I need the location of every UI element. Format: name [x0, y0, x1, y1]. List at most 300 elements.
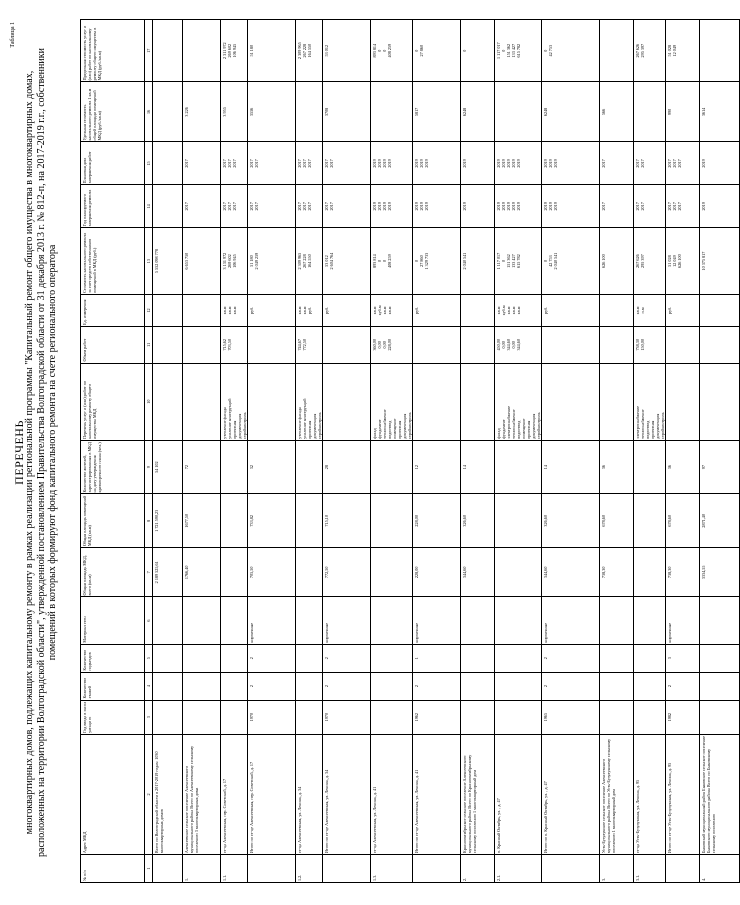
cell-planned-date [600, 142, 634, 185]
cost-line: 6 653 750 [183, 252, 189, 270]
cell-address: Краснооктябрьское сельское поселение Алексеевского муниципального района Всего по Краснооктябрьскому сельскому поселению 1 многоквартирный дом [461, 734, 495, 854]
cell-works-list [634, 363, 666, 440]
planned-year-line: 2019 [371, 202, 377, 211]
work-volume-line: 344,60 [505, 339, 511, 351]
cell-year-built [700, 700, 740, 734]
table-row [413, 20, 461, 883]
planned-date-line: 2017 [306, 159, 312, 168]
planned-year-line: 2017 [301, 202, 307, 211]
planned-year-line: 2017 [306, 202, 312, 211]
works-list-line: усиление конструкций [301, 398, 307, 439]
planned-year-line: 2017 [226, 202, 232, 211]
cost-line: 893 814 [371, 254, 377, 268]
cell-unit-cost: 990 [666, 82, 700, 142]
cell-entrances: 3 [666, 644, 700, 672]
cell-unit [600, 294, 634, 326]
cell-premises-area [634, 494, 666, 548]
document-title: ПЕРЕЧЕНЬ [12, 420, 26, 485]
col-number: 5 [145, 644, 153, 672]
unit-line: кв.м [301, 306, 307, 315]
planned-year-line: 2019 [418, 202, 424, 211]
cell-works-list [323, 363, 371, 440]
cell-total-area: 738,30 [600, 548, 634, 597]
max-cost-line: 0 [461, 49, 467, 52]
unit-line: кв.м [381, 306, 387, 315]
unit-line: руб. [666, 306, 672, 315]
col-number: 3 [145, 700, 153, 734]
cell-work-volume [634, 327, 666, 363]
unit-line: кв.м [231, 306, 237, 315]
cell-floors: 2 [248, 672, 296, 700]
cell-planned-year [221, 185, 248, 228]
cost-line: 1 117 017 [495, 252, 501, 270]
cell-unit-cost: 3708 [323, 82, 371, 142]
cell-total-area: 772,50 [323, 548, 371, 597]
cell-unit-cost: 3556 [248, 82, 296, 142]
col-header-address: Адрес МКД [81, 734, 145, 854]
cell-premises-area [221, 494, 248, 548]
unit-line: кв.м [634, 306, 640, 315]
col-header-wall-material: Материал стен [81, 597, 145, 644]
cell-row-number [248, 855, 296, 883]
table-row [296, 20, 323, 883]
planned-date-line: 2017 [221, 159, 227, 168]
works-list-line: утепление фасада [221, 407, 227, 439]
table-row [221, 20, 248, 883]
planned-date-line: 2017 [666, 159, 672, 168]
cell-work-volume [666, 327, 700, 363]
max-cost-line: 408 259 [386, 43, 392, 58]
cost-line: 267 228 [301, 254, 307, 268]
unit-line: кв.м [505, 306, 511, 315]
planned-year-line: 2017 [253, 202, 259, 211]
cell-row-number: 2. [461, 855, 495, 883]
cell-premises-area [371, 494, 413, 548]
cell-wall-material [495, 597, 542, 644]
col-header-unit-cost: Удельная стоимость капитального ремонта 1 кв.м общей площади помещений МКД (руб./кв.м) [81, 82, 145, 142]
cost-line: 164 550 [306, 254, 312, 268]
cell-planned-year [666, 185, 700, 228]
works-list-line: помещение [520, 418, 526, 439]
cell-row-number [666, 855, 700, 883]
work-volume-line: 360,00 [371, 339, 377, 351]
cell-cost [495, 228, 542, 295]
planned-year-line: 2017 [231, 202, 237, 211]
planned-date-line: 2019 [418, 159, 424, 168]
cell-unit-cost: 5817 [413, 82, 461, 142]
cell-unit-cost [371, 82, 413, 142]
col-header-volume: Объем работ [81, 327, 145, 363]
work-volume-line: 744,67 [296, 339, 302, 351]
col-header-planned-date: Плановая дата завершения работ [81, 142, 145, 185]
col-header-cost: Стоимость капитального ремонта за счет средств собственников помещений в МКД (руб.) [81, 228, 145, 295]
cell-works-list [248, 363, 296, 440]
cell-total-area: 344,60 [542, 548, 600, 597]
cell-works-list [542, 363, 600, 440]
cost-line: 12 049 [671, 255, 677, 267]
table-row [371, 20, 413, 883]
cell-works-list [221, 363, 248, 440]
works-list-line: проектная [396, 420, 402, 439]
cost-line: 2 040 541 [552, 252, 558, 270]
planned-date-line: 2019 [386, 159, 392, 168]
cell-address: Итого по ст-це Алексеевская, пер. Советский, д. 17 [248, 734, 296, 854]
cell-planned-year [461, 185, 495, 228]
cell-address: ст-ца Усть-Бузулукская, ул. Ленина, д. 95 [634, 734, 666, 854]
planned-year-line: 2017 [248, 202, 254, 211]
planned-year-line: 2019 [381, 202, 387, 211]
register-table [80, 19, 716, 883]
cell-address: Итого по ст-це Алексеевская, ул. Ленина, д. 41 [413, 734, 461, 854]
col-number: 12 [145, 294, 153, 326]
cell-premises-area: 2871,40 [700, 494, 740, 548]
works-list-line: водоотвод [515, 420, 521, 439]
cell-wall-material [221, 597, 248, 644]
works-list-line: документация [311, 413, 317, 439]
cell-work-volume [323, 327, 371, 363]
planned-date-line: 2017 [600, 159, 606, 168]
cost-line: 53 012 [323, 255, 329, 267]
cell-max-cost [542, 20, 600, 82]
works-list-line: теплоснабжение [639, 409, 645, 439]
cell-year-built: 1965 [542, 700, 600, 734]
table-row [323, 20, 371, 883]
col-number: 13 [145, 228, 153, 295]
cell-max-cost [296, 20, 323, 82]
cost-line: 0 [413, 260, 419, 263]
max-cost-line: 42 753 [547, 44, 553, 57]
planned-year-line: 2019 [386, 202, 392, 211]
unit-line: кв.м [515, 306, 521, 315]
col-header-total-area: Общая площадь МКД, всего (кв.м) [81, 548, 145, 597]
cell-works-list [153, 363, 183, 440]
cost-line: 2 049 259 [253, 252, 259, 270]
table-row [542, 20, 600, 883]
cell-unit [634, 294, 666, 326]
unit-line: кв.м [386, 306, 392, 315]
planned-date-line: 2019 [500, 159, 506, 168]
cell-planned-year [153, 185, 183, 228]
cell-works-list [600, 363, 634, 440]
cell-entrances: 2 [542, 644, 600, 672]
work-volume-line: 228,00 [386, 339, 392, 351]
col-header-unit: Ед. измерения [81, 294, 145, 326]
work-volume-line: 772,50 [301, 339, 307, 351]
cell-year-built [183, 700, 221, 734]
cell-unit [296, 294, 323, 326]
planned-year-line: 2019 [500, 202, 506, 211]
cell-wall-material [700, 597, 740, 644]
works-list-line: теплоснабжение [381, 409, 387, 439]
header-row [81, 20, 145, 883]
cell-address: ст-ца Алексеевская, ул. Ленина, д. 41 [371, 734, 413, 854]
cell-work-volume [371, 327, 413, 363]
planned-year-line: 2019 [515, 202, 521, 211]
cell-wall-material [296, 597, 323, 644]
cell-residents [221, 440, 248, 494]
cell-row-number: 4. [700, 855, 740, 883]
max-cost-line: 295 397 [639, 43, 645, 58]
cell-works-list [296, 363, 323, 440]
cell-cost [413, 228, 461, 295]
col-number: 1 [145, 855, 153, 883]
col-number: 15 [145, 142, 153, 185]
col-header-planned-year: Год планируемого завершения ремонта [81, 185, 145, 228]
cell-residents: 36 [666, 440, 700, 494]
col-header-floors: Количество этажей [81, 672, 145, 700]
works-list-line: усиление конструкций [226, 398, 232, 439]
cell-total-area [371, 548, 413, 597]
cell-entrances [183, 644, 221, 672]
planned-year-line: 2017 [666, 202, 672, 211]
cell-unit-cost: 3 955 [221, 82, 248, 142]
cell-max-cost [495, 20, 542, 82]
cell-floors [153, 672, 183, 700]
cell-wall-material: кирпичные [542, 597, 600, 644]
cell-max-cost [248, 20, 296, 82]
cell-unit-cost: 3 226 [183, 82, 221, 142]
table-row [461, 20, 495, 883]
cell-max-cost [700, 20, 740, 82]
cell-cost [542, 228, 600, 295]
cell-row-number [413, 855, 461, 883]
cell-work-volume [700, 327, 740, 363]
planned-year-line: 2017 [634, 202, 640, 211]
works-list-line: электроснабжение [505, 405, 511, 439]
cell-floors [183, 672, 221, 700]
cell-wall-material [153, 597, 183, 644]
works-list-line: утепление фасада [296, 407, 302, 439]
cell-works-list [666, 363, 700, 440]
unit-line: куб.м [500, 305, 506, 316]
planned-date-line: 2019 [376, 159, 382, 168]
cell-row-number: 1.2. [296, 855, 323, 883]
cell-work-volume [296, 327, 323, 363]
max-cost-line: 267 626 [634, 43, 640, 58]
cell-cost [183, 228, 221, 295]
works-list-line: документация [530, 413, 536, 439]
max-cost-line: 151 362 [505, 43, 511, 58]
col-number: 14 [145, 185, 153, 228]
cost-line: 133 427 [510, 254, 516, 268]
planned-year-line: 2019 [510, 202, 516, 211]
cell-work-volume [542, 327, 600, 363]
cell-work-volume [221, 327, 248, 363]
col-number: 8 [145, 494, 153, 548]
cell-unit [542, 294, 600, 326]
unit-line: руб. [542, 306, 548, 315]
cell-row-number: 1. [183, 855, 221, 883]
cell-year-built: 1970 [323, 700, 371, 734]
planned-date-line: 2019 [413, 159, 419, 168]
cell-work-volume [600, 327, 634, 363]
cell-year-built [153, 700, 183, 734]
planned-date-line: 2019 [495, 159, 501, 168]
cell-planned-date [413, 142, 461, 185]
cell-year-built [600, 700, 634, 734]
cell-unit [153, 294, 183, 326]
cell-total-area: 3334,55 [700, 548, 740, 597]
column-number-row [145, 20, 153, 883]
cell-unit [183, 294, 221, 326]
cell-work-volume [413, 327, 461, 363]
cost-line: 0 [381, 260, 387, 263]
cell-year-built [495, 700, 542, 734]
cell-total-area [296, 548, 323, 597]
cell-premises-area: 1677,50 [183, 494, 221, 548]
works-list-line: стройконтроль [659, 412, 665, 439]
planned-year-line: 2019 [376, 202, 382, 211]
max-cost-line: 27 860 [418, 44, 424, 57]
cell-floors [461, 672, 495, 700]
cell-address: Алексеевское сельское поселение Алексеевского муниципального района Всего по Алексеевскому сельскому поселению 3 многоквартирных дома [183, 734, 221, 854]
cell-residents: 72 [183, 440, 221, 494]
cell-max-cost [461, 20, 495, 82]
max-cost-line: 893 814 [371, 43, 377, 58]
cell-wall-material: кирпичные [323, 597, 371, 644]
planned-date-line: 2019 [381, 159, 387, 168]
cell-unit [461, 294, 495, 326]
work-volume-line: 0,00 [510, 341, 516, 349]
max-cost-line: 106 945 [231, 43, 237, 58]
cell-cost [371, 228, 413, 295]
cell-entrances [600, 644, 634, 672]
cell-wall-material [371, 597, 413, 644]
planned-date-line: 2017 [328, 159, 334, 168]
cost-line: 408 259 [386, 254, 392, 268]
cell-cost [221, 228, 248, 295]
cell-premises-area [495, 494, 542, 548]
cell-planned-year [248, 185, 296, 228]
cell-max-cost [323, 20, 371, 82]
cell-address: Итого по ст-це Усть-Бузулукская, ул. Ленина, д. 95 [666, 734, 700, 854]
works-list-line: проектная [306, 420, 312, 439]
works-list-line: водоотвод [644, 420, 650, 439]
max-cost-line: 267 228 [301, 43, 307, 58]
cell-cost [700, 228, 740, 295]
cell-planned-date [495, 142, 542, 185]
cell-row-number: 1.3. [371, 855, 413, 883]
unit-line: кв.м [510, 306, 516, 315]
cell-entrances [461, 644, 495, 672]
cell-unit-cost: 3614 [700, 82, 740, 142]
planned-year-line: 2019 [542, 202, 548, 211]
planned-year-line: 2017 [221, 202, 227, 211]
cell-max-cost [413, 20, 461, 82]
cell-entrances [700, 644, 740, 672]
cost-line: 626 100 [600, 254, 606, 268]
cell-premises-area: 678,60 [600, 494, 634, 548]
cell-residents [371, 440, 413, 494]
unit-line: руб. [323, 306, 329, 315]
cell-cost [296, 228, 323, 295]
planned-date-line: 2017 [296, 159, 302, 168]
planned-year-line: 2017 [639, 202, 645, 211]
planned-date-line: 2019 [700, 159, 706, 168]
planned-date-line: 2017 [226, 159, 232, 168]
planned-date-line: 2019 [423, 159, 429, 168]
planned-year-line: 2017 [600, 202, 606, 211]
cost-line: 10 375 817 [700, 251, 706, 271]
cell-entrances [371, 644, 413, 672]
work-volume-line: 344,60 [515, 339, 521, 351]
planned-year-line: 2019 [700, 202, 706, 211]
cell-wall-material: кирпичные [666, 597, 700, 644]
cell-max-cost [666, 20, 700, 82]
cell-entrances: 2 [248, 644, 296, 672]
cell-floors: 2 [413, 672, 461, 700]
cost-line: 626 100 [676, 254, 682, 268]
cell-residents [495, 440, 542, 494]
cell-address: ст-ца Алексеевская, пер. Советский, д. 17 [221, 734, 248, 854]
col-number: 9 [145, 440, 153, 494]
col-header-premises-area: Общая площадь помещений МКД (кв.м) [81, 494, 145, 548]
cell-planned-date [666, 142, 700, 185]
cell-work-volume [461, 327, 495, 363]
table-row [600, 20, 634, 883]
works-list-line: стройконтроль [406, 412, 412, 439]
cell-row-number: 2.1. [495, 855, 542, 883]
cost-line: 0 [542, 260, 548, 263]
cell-wall-material: кирпичные [413, 597, 461, 644]
table-row [666, 20, 700, 883]
cell-year-built [461, 700, 495, 734]
cost-line: 615 782 [515, 254, 521, 268]
cell-entrances [495, 644, 542, 672]
max-cost-line: 0 [376, 49, 382, 52]
max-cost-line: 2 309 965 [296, 42, 302, 60]
cost-line: 2 040 541 [461, 252, 467, 270]
works-list-line: стройконтроль [316, 412, 322, 439]
table-row [248, 20, 296, 883]
col-header-year: Год ввода в экспл уатаци ю [81, 700, 145, 734]
cell-max-cost [371, 20, 413, 82]
planned-date-line: 2019 [542, 159, 548, 168]
unit-line: кв.м [221, 306, 227, 315]
cell-total-area [634, 548, 666, 597]
cell-floors [296, 672, 323, 700]
work-volume-line: 0,00 [376, 341, 382, 349]
planned-date-line: 2017 [323, 159, 329, 168]
cell-premises-area [296, 494, 323, 548]
cell-unit-cost [634, 82, 666, 142]
works-list-line: проектная [231, 420, 237, 439]
col-header-entrances: Количество подъездов [81, 644, 145, 672]
table-row [634, 20, 666, 883]
cell-unit [371, 294, 413, 326]
cell-year-built [221, 700, 248, 734]
unit-line: кв.м [296, 306, 302, 315]
cell-planned-year [323, 185, 371, 228]
max-cost-line: 51 028 [666, 44, 672, 57]
cell-address: п. Красный Октябрь, ул. , д. 47 [495, 734, 542, 854]
cell-address: ст-ца Алексеевская, ул. Ленина, д. 34 [296, 734, 323, 854]
planned-year-line: 2017 [296, 202, 302, 211]
cell-wall-material: кирпичные [248, 597, 296, 644]
planned-date-line: 2017 [639, 159, 645, 168]
cell-premises-area: 326,60 [461, 494, 495, 548]
planned-date-line: 2017 [676, 159, 682, 168]
works-list-line: водоотвод [386, 420, 392, 439]
cell-premises-area: 733,82 [248, 494, 296, 548]
cost-line: 51 028 [666, 255, 672, 267]
cell-cost [323, 228, 371, 295]
unit-line: п.м [639, 307, 645, 314]
cell-entrances [221, 644, 248, 672]
max-cost-line: 133 427 [510, 43, 516, 58]
planned-year-line: 2019 [413, 202, 419, 211]
cell-total-area: 2 189 525,61 [153, 548, 183, 597]
